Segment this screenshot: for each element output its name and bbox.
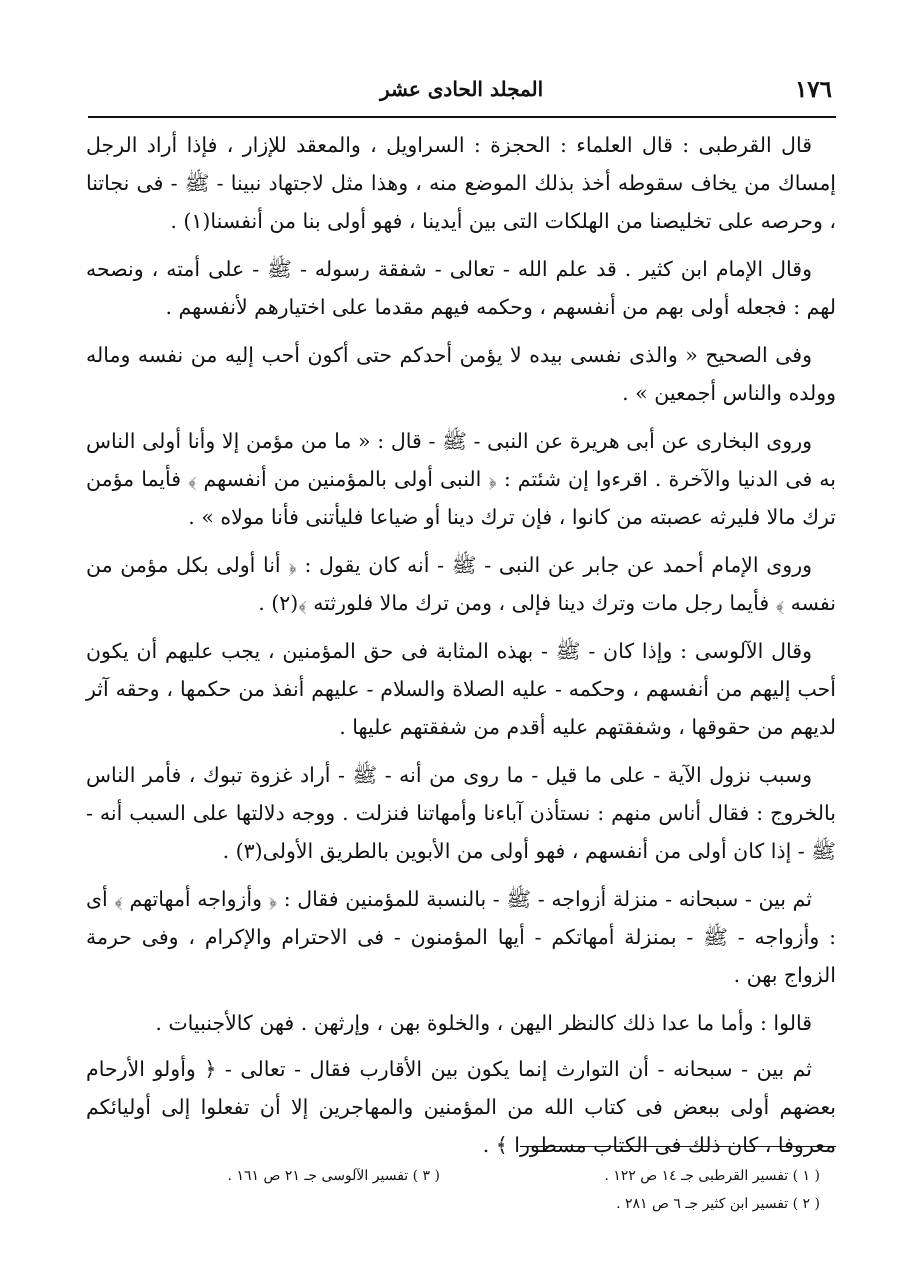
paragraph-wives: ثم بين - سبحانه - منزلة أزواجه - ﷺ - بالنسبة للمؤمنين فقال : ﴿ وأزواجه أمهاتهم ﴾ أى : وأزواجه - ﷺ - بمنزلة أمهاتكم - أيها المؤمنون - فى الاحترام والإكرام ، وفى حرمة الزواج بهن . <box>86 887 836 987</box>
footnote-3: ( ٣ ) تفسير الآلوسى جـ ٢١ ص ١٦١ . <box>227 1168 440 1184</box>
header-rule <box>88 116 836 118</box>
running-head: المجلد الحادى عشر <box>380 77 544 101</box>
footnote-1: ( ١ ) تفسير القرطبى جـ ١٤ ص ١٢٢ . <box>604 1168 820 1184</box>
paragraph-bukhari: وروى البخارى عن أبى هريرة عن النبى - ﷺ - قال : « ما من مؤمن إلا وأنا أولى الناس به فى الدنيا والآخرة . اقرءوا إن شئتم : ﴿ النبى أولى بالمؤمنين من أنفسهم ﴾ فأيما مؤمن ترك مالا فليرثه عصبته من كانوا ، فإن ترك دينا أو ضياعا فليأتنى فأنا مولاه » . <box>86 429 836 529</box>
paragraph-qurtubi: قال القرطبى : قال العلماء : الحجزة : السراويل ، والمعقد للإزار ، فإذا أراد الرجل إمساك من يخاف سقوطه أخذ بذلك الموضع منه ، وهذا مثل لاجتهاد نبينا - ﷺ - فى نجاتنا ، وحرصه على تخليصنا من الهلكات التى بين أيدينا ، فهو أولى بنا من أنفسنا(١) . <box>86 133 836 233</box>
paragraph-revelation-cause: وسبب نزول الآية - على ما قيل - ما روى من أنه - ﷺ - أراد غزوة تبوك ، فأمر الناس بالخروج : فقال أناس منهم : نستأذن آباءنا وأمهاتنا فنزلت . ووجه دلالتها على السبب أنه - ﷺ - إذا كان أولى من أنفسهم ، فهو أولى من الأبوين بالطريق الأولى(٣) . <box>86 763 836 863</box>
footnote-2: ( ٢ ) تفسير ابن كثير جـ ٦ ص ٢٨١ . <box>616 1196 820 1212</box>
paragraph-ahmad: وروى الإمام أحمد عن جابر عن النبى - ﷺ - أنه كان يقول : ﴿ أنا أولى بكل مؤمن من نفسه ﴾ فأيما رجل مات وترك دينا فإلى ، ومن ترك مالا فلورثته ﴾(٢) . <box>86 553 836 615</box>
paragraph-alusi: وقال الآلوسى : وإذا كان - ﷺ - بهذه المثابة فى حق المؤمنين ، يجب عليهم أن يكون أحب إليهم من أنفسهم ، وحكمه - عليه الصلاة والسلام - عليهم أنفذ من حكمها ، وحقه آثر لديهم من حقوقها ، وشفقتهم عليه أقدم من شفقتهم عليها . <box>86 639 836 739</box>
footnotes-right-column <box>500 1162 820 1218</box>
paragraph-ibn-kathir: وقال الإمام ابن كثير . قد علم الله - تعالى - شفقة رسوله - ﷺ - على أمته ، ونصحه لهم : فجعله أولى بهم من أنفسهم ، وحكمه فيهم مقدما على اختيارهم لأنفسهم . <box>86 257 836 319</box>
page-number: ١٧٦ <box>794 75 832 103</box>
paragraph-sahih: وفى الصحيح « والذى نفسى بيده لا يؤمن أحدكم حتى أكون أحب إليه من نفسه وماله وولده والناس أجمعين » . <box>86 343 836 405</box>
body-text <box>86 126 836 1174</box>
paragraph-inheritance: ثم بين - سبحانه - أن التوارث إنما يكون بين الأقارب فقال - تعالى - ﴿ وأولو الأرحام بعضهم أولى ببعض فى كتاب الله من المؤمنين والمهاجرين إلا أن تفعلوا إلى أوليائكم معروفا ، كان ذلك فى الكتاب مسطورا ﴾ . <box>86 1057 836 1157</box>
footnotes-left-column <box>140 1162 440 1190</box>
page-header <box>88 74 834 104</box>
paragraph-foreign-women: قالوا : وأما ما عدا ذلك كالنظر اليهن ، والخلوة بهن ، وإرثهن . فهن كالأجنبيات . <box>155 1011 812 1035</box>
footnote-rule <box>520 1146 836 1147</box>
